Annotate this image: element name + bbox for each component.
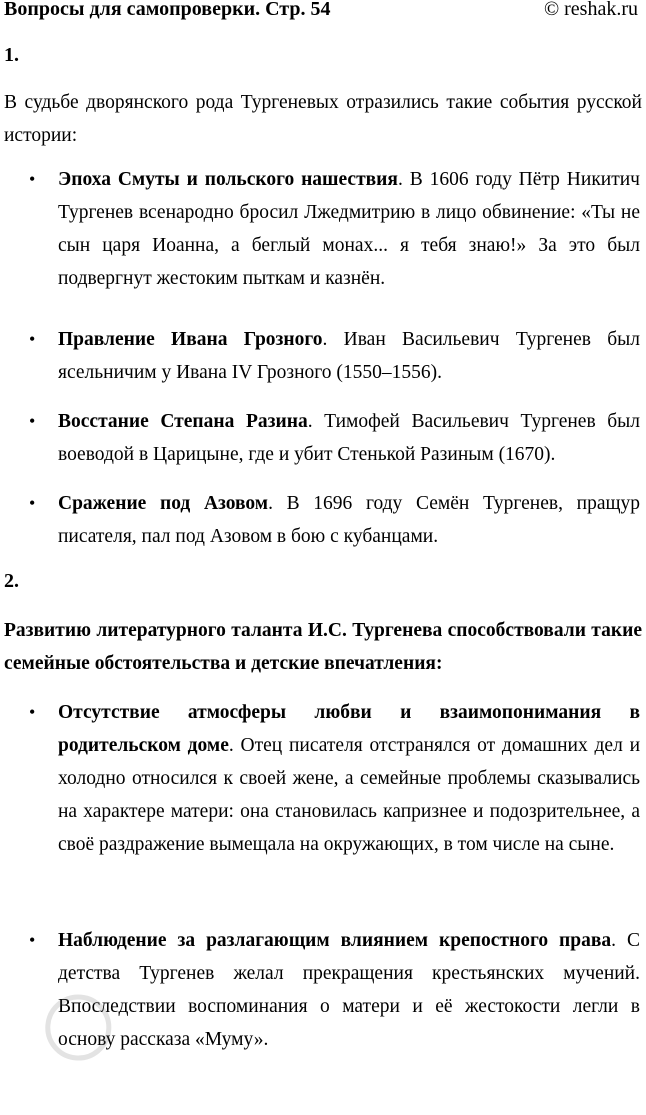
bullet-icon: • xyxy=(29,411,36,431)
item-heading: Правление Ивана Грозного xyxy=(58,329,323,350)
item-text: . Тимофей Васильевич Тургенев был воеводой в Царицыне, где и убит Стенькой Разиным (1670). xyxy=(58,411,640,465)
item-heading: Наблюдение за разлагающим влиянием крепостного права xyxy=(58,930,612,951)
item-heading: Отсутствие атмосферы любви и взаимопонимания в родительском доме xyxy=(58,702,640,756)
bullet-icon: • xyxy=(29,702,36,722)
item-text: . Отец писателя отстранялся от домашних дел и холодно относился к своей жене, а семейные проблемы сказывались на характере матери: она становилась капризнее и подозрительнее, а своё раздражение вымещала на окружающих, в том числе на сыне. xyxy=(58,735,641,855)
item-heading: Сражение под Азовом xyxy=(58,493,269,514)
site-credit: © reshak.ru xyxy=(543,0,638,20)
section-1-intro: В судьбе дворянского рода Тургеневых отразились такие события русской истории: xyxy=(4,92,642,146)
page-title: Вопросы для самопроверки. Стр. 54 xyxy=(4,0,331,20)
item-text: . С детства Тургенев желал прекращения крестьянских мучений. Впоследствии воспоминания о матери и её жестокости легли в основу рассказа «Муму». xyxy=(58,930,641,1050)
item-heading: Восстание Степана Разина xyxy=(58,411,308,432)
item-text: . В 1606 году Пётр Никитич Тургенев всенародно бросил Лжедмитрию в лицо обвинение: «Ты не сын царя Иоанна, а беглый монах... я тебя знаю!» За это был подвергнут жестоким пыткам и казнён. xyxy=(58,169,640,289)
item-text: . В 1696 году Семён Тургенев, пращур писателя, пал под Азовом в бою с кубанцами. xyxy=(58,493,640,547)
list-item xyxy=(29,323,640,389)
item-text: . Иван Васильевич Тургенев был ясельничим у Ивана IV Грозного (1550–1556). xyxy=(58,329,640,383)
list-item xyxy=(29,924,641,1056)
section-1-number: 1. xyxy=(4,44,19,66)
bullet-icon: • xyxy=(29,169,36,189)
bullet-icon: • xyxy=(29,930,36,950)
list-item xyxy=(29,696,641,861)
section-2-number: 2. xyxy=(4,570,19,592)
bullet-icon: • xyxy=(29,493,36,513)
section-2-intro: Развитию литературного таланта И.С. Тургенева способствовали такие семейные обстоятельства и детские впечатления: xyxy=(4,620,642,674)
page-header xyxy=(0,0,646,28)
list-item xyxy=(29,405,640,471)
list-item xyxy=(29,163,640,295)
item-heading: Эпоха Смуты и польского нашествия xyxy=(58,169,398,190)
bullet-icon: • xyxy=(29,329,36,349)
list-item xyxy=(29,487,640,553)
